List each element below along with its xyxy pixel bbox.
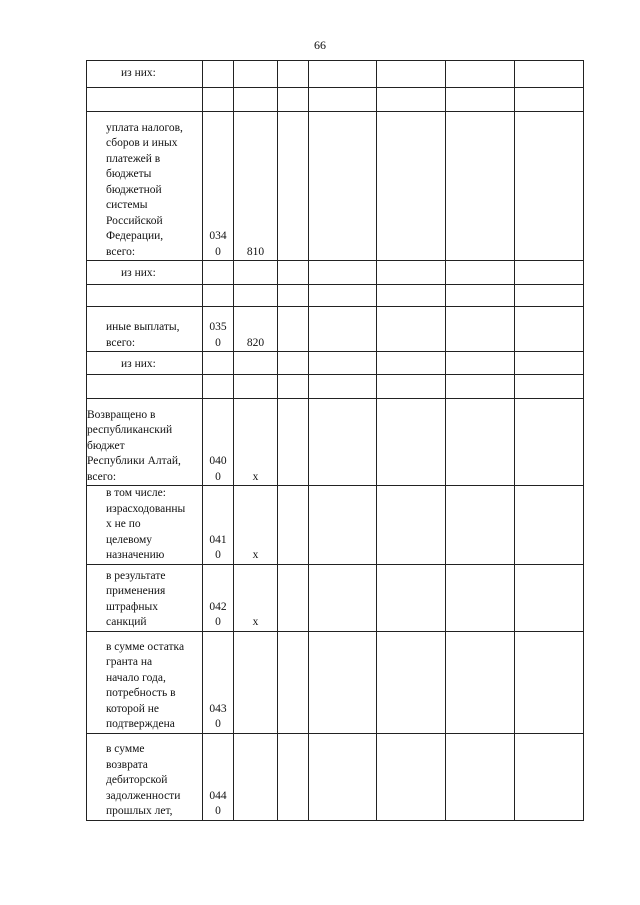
value-cell	[515, 486, 584, 565]
value-cell	[446, 564, 515, 631]
table-row	[87, 261, 584, 285]
value-cell	[309, 261, 377, 285]
value-cell	[446, 261, 515, 285]
value-cell	[278, 375, 309, 399]
value-cell	[446, 486, 515, 565]
row-kbk-cell	[234, 733, 278, 820]
row-kbk-cell: 810	[234, 112, 278, 261]
row-code-line: 035	[209, 321, 227, 333]
row-name-line: Федерации,	[106, 230, 164, 242]
value-cell	[377, 307, 446, 352]
value-cell	[446, 112, 515, 261]
grant-report-table	[86, 60, 584, 821]
table-row	[87, 564, 584, 631]
row-name-line: иные выплаты,	[106, 321, 180, 333]
row-name-line: бюджетной	[106, 183, 162, 196]
value-cell	[446, 399, 515, 486]
row-name-cell	[87, 375, 203, 399]
row-name-line: назначению	[106, 549, 165, 561]
row-name-cell	[87, 399, 203, 486]
row-code-line: 0	[215, 549, 221, 561]
value-cell	[309, 631, 377, 733]
row-name-cell	[87, 733, 203, 820]
row-name-line: дебиторской	[106, 774, 168, 786]
value-cell	[377, 733, 446, 820]
page-number: 66	[314, 38, 326, 52]
row-name-line: начало года,	[106, 671, 166, 684]
row-code-line: 0	[215, 805, 221, 817]
row-name-line: Возвращено в	[87, 408, 156, 421]
row-name-cell	[87, 631, 203, 733]
value-cell	[446, 88, 515, 112]
row-code-line: 0	[215, 470, 221, 483]
value-cell	[515, 631, 584, 733]
value-cell	[377, 399, 446, 486]
value-cell	[446, 307, 515, 352]
row-code-cell	[203, 307, 234, 352]
value-cell	[515, 399, 584, 486]
row-name-line: задолженности	[106, 789, 181, 802]
value-cell	[309, 375, 377, 399]
row-name-line: в сумме	[106, 743, 145, 755]
value-cell	[278, 631, 309, 733]
row-name-line: в сумме остатка	[106, 640, 185, 653]
row-name-line: которой не	[106, 702, 160, 715]
value-cell	[377, 261, 446, 285]
row-code-cell	[203, 88, 234, 112]
row-name-line: гранта на	[106, 656, 153, 668]
row-name-line: израсходованны	[106, 502, 186, 515]
value-cell	[278, 61, 309, 88]
row-code-line: 0	[215, 616, 221, 628]
row-kbk-cell	[234, 88, 278, 112]
row-name-cell	[87, 307, 203, 352]
value-cell	[515, 88, 584, 112]
row-name-cell	[87, 112, 203, 261]
value-cell	[515, 564, 584, 631]
row-code-line: 040	[209, 455, 227, 467]
value-cell	[515, 61, 584, 88]
row-name-line: возврата	[106, 758, 148, 771]
row-code-line: 034	[209, 230, 227, 242]
table-row	[87, 375, 584, 399]
value-cell	[377, 564, 446, 631]
table-row	[87, 307, 584, 352]
row-name-line: бюджеты	[106, 168, 152, 180]
row-name-line: системы	[106, 199, 148, 211]
value-cell	[278, 285, 309, 307]
row-code-line: 0	[215, 336, 221, 349]
value-cell	[515, 285, 584, 307]
row-name-line: в том числе:	[106, 487, 166, 499]
value-cell	[309, 112, 377, 261]
row-code-cell	[203, 375, 234, 399]
table-row	[87, 631, 584, 733]
row-name-line: из них:	[121, 358, 156, 370]
row-name-cell	[87, 564, 203, 631]
value-cell	[278, 307, 309, 352]
value-cell	[515, 307, 584, 352]
row-code-line: 041	[209, 533, 227, 546]
row-code-cell	[203, 352, 234, 375]
value-cell	[446, 733, 515, 820]
row-name-line: прошлых лет,	[106, 805, 173, 817]
value-cell	[309, 352, 377, 375]
value-cell	[446, 352, 515, 375]
row-code-cell	[203, 285, 234, 307]
row-code-line: 042	[209, 600, 227, 613]
row-name-line: х не по	[106, 518, 141, 530]
row-name-cell	[87, 61, 203, 88]
value-cell	[309, 486, 377, 565]
row-code-line: 043	[209, 702, 227, 715]
table-row	[87, 88, 584, 112]
row-code-line: 0	[215, 718, 221, 730]
value-cell	[278, 399, 309, 486]
table-row	[87, 352, 584, 375]
value-cell	[446, 285, 515, 307]
table-row	[87, 61, 584, 88]
row-code-cell	[203, 61, 234, 88]
table-row	[87, 399, 584, 486]
row-name-cell	[87, 285, 203, 307]
row-code-cell	[203, 733, 234, 820]
value-cell	[377, 285, 446, 307]
value-cell	[515, 112, 584, 261]
row-kbk-cell	[234, 261, 278, 285]
row-name-line: уплата налогов,	[106, 121, 183, 134]
row-name-line: из них:	[121, 267, 156, 279]
row-name-line: платежей в	[106, 152, 161, 165]
table-row	[87, 112, 584, 261]
value-cell	[446, 375, 515, 399]
value-cell	[309, 399, 377, 486]
row-kbk-cell	[234, 375, 278, 399]
table-row	[87, 486, 584, 565]
row-kbk-cell: 820	[234, 307, 278, 352]
value-cell	[515, 352, 584, 375]
row-code-line: 044	[209, 789, 227, 802]
value-cell	[278, 261, 309, 285]
value-cell	[278, 733, 309, 820]
row-name-cell	[87, 352, 203, 375]
row-kbk-cell	[234, 285, 278, 307]
row-code-cell	[203, 112, 234, 261]
value-cell	[446, 631, 515, 733]
row-code-cell	[203, 631, 234, 733]
value-cell	[377, 88, 446, 112]
row-name-line: потребность в	[106, 687, 176, 699]
value-cell	[515, 733, 584, 820]
row-name-line: подтверждена	[106, 718, 175, 730]
value-cell	[377, 486, 446, 565]
value-cell	[309, 285, 377, 307]
row-name-cell	[87, 486, 203, 565]
row-code-cell	[203, 261, 234, 285]
row-name-line: Российской	[106, 214, 163, 227]
row-name-line: сборов и иных	[106, 137, 178, 149]
value-cell	[377, 352, 446, 375]
row-name-line: всего:	[106, 245, 136, 258]
row-name-line: всего:	[87, 470, 117, 483]
row-kbk-cell	[234, 631, 278, 733]
row-kbk-cell: x	[234, 399, 278, 486]
value-cell	[309, 564, 377, 631]
row-name-line: республиканский	[87, 424, 173, 436]
row-kbk-cell	[234, 61, 278, 88]
row-kbk-cell: x	[234, 486, 278, 565]
row-name-line: всего:	[106, 336, 136, 349]
value-cell	[377, 631, 446, 733]
value-cell	[278, 112, 309, 261]
value-cell	[377, 112, 446, 261]
row-name-line: штрафных	[106, 600, 158, 613]
row-name-line: целевому	[106, 533, 153, 546]
value-cell	[377, 61, 446, 88]
row-name-line: Республики Алтай,	[87, 455, 181, 467]
value-cell	[309, 61, 377, 88]
row-name-line: из них:	[121, 67, 156, 79]
table-row	[87, 733, 584, 820]
row-code-cell	[203, 564, 234, 631]
row-name-line: применения	[106, 585, 166, 597]
row-kbk-cell: x	[234, 564, 278, 631]
table-row	[87, 285, 584, 307]
row-code-cell	[203, 486, 234, 565]
value-cell	[278, 486, 309, 565]
row-code-line: 0	[215, 245, 221, 258]
value-cell	[309, 307, 377, 352]
row-name-cell	[87, 261, 203, 285]
value-cell	[309, 88, 377, 112]
value-cell	[278, 88, 309, 112]
value-cell	[278, 564, 309, 631]
value-cell	[446, 61, 515, 88]
row-kbk-cell	[234, 352, 278, 375]
row-name-line: бюджет	[87, 439, 125, 452]
row-name-line: в результате	[106, 569, 166, 582]
row-code-cell	[203, 399, 234, 486]
row-name-cell	[87, 88, 203, 112]
value-cell	[309, 733, 377, 820]
row-name-line: санкций	[106, 616, 147, 628]
value-cell	[377, 375, 446, 399]
value-cell	[515, 261, 584, 285]
value-cell	[278, 352, 309, 375]
value-cell	[515, 375, 584, 399]
